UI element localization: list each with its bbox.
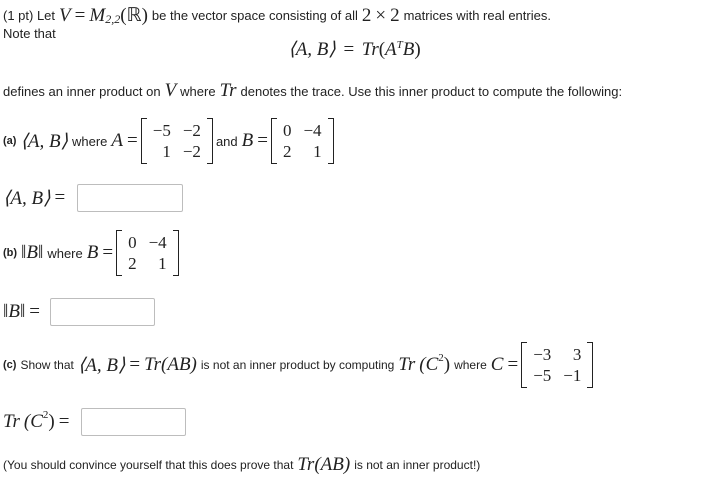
definition-formula [0,38,709,61]
matrix-cell: 1 [158,254,167,273]
where-text: where [454,358,487,372]
intro-suffix: be the vector space consisting of all [151,8,358,23]
norm-expr: ‖B‖ [21,242,44,263]
answer-input-a[interactable] [77,184,183,212]
paren-close: ) [48,411,55,432]
answer-lhs: ⟨A, B⟩ [3,187,51,209]
M-subscript: 2,2 [105,12,121,26]
matrix-cell: −2 [182,121,201,140]
var-B: B [402,39,415,60]
equals-sign: = [102,242,114,263]
equals-sign: = [127,130,138,151]
equals-sign: = [343,39,355,60]
paren-open: ( [120,4,127,26]
and-text: and [215,133,238,149]
answer-input-b[interactable] [50,298,155,326]
c-superscript: 2 [438,352,444,364]
ab-expr: (AB) [161,354,197,375]
part-a-question [3,118,337,164]
part-b-question [3,230,182,276]
matrix-cell: −4 [148,233,167,252]
footer-text2: is not an inner product!) [354,458,481,472]
paren-close: ) [141,4,148,26]
where-text: where [47,245,83,261]
computing-text: is not an inner product by computing [200,358,395,372]
matrix-B [271,118,334,164]
times-sign: × [375,4,387,26]
matrix-cell: 0 [128,233,137,252]
var-A: A [385,39,397,60]
footer-text1: (You should convince yourself that this does prove that [3,458,294,472]
trace-symbol: Tr [361,39,379,60]
part-a-label: (a) [3,135,17,147]
var-V: V [164,80,177,101]
matrix-cell: 0 [282,121,292,140]
c-open: (C [23,411,43,432]
inner-product-lhs: ⟨A, B⟩ [288,39,336,60]
transpose-superscript: T [396,39,403,51]
trace-symbol: Tr [3,411,20,432]
equals-sign: = [29,301,40,322]
equals-sign: = [54,187,66,208]
part-b-label: (b) [3,247,18,259]
matrix-cell: 2 [128,254,137,273]
inner-product-expr: ⟨A, B⟩ [20,130,68,152]
paren-close: ) [443,354,451,375]
intro-prefix: (1 pt) Let [3,8,56,23]
dim-a: 2 [361,4,372,26]
intro-suffix2: matrices with real entries. [403,8,551,23]
matrix-cell: 2 [282,142,292,161]
intro-line [3,4,551,27]
paren-close: ) [414,39,421,60]
var-M: M [89,4,106,26]
trace-symbol: Tr [398,354,416,375]
matrix-cell: −4 [303,121,322,140]
note-text: Note that [3,26,56,41]
matrix-cell: −5 [533,366,552,385]
footer-note [3,454,480,476]
defines-text2: where [180,83,216,99]
part-c-answer-row [3,408,186,436]
answer-lhs: ‖B‖ [3,301,26,322]
part-c-label: (c) [3,359,17,371]
matrix-cell: 1 [313,142,322,161]
c-open: (C [419,354,439,375]
equals-sign: = [257,130,268,151]
var-B: B [86,242,99,263]
ab-expr: (AB) [314,454,351,475]
matrix-C [521,342,593,388]
paren-open: ( [378,39,386,60]
show-that-text: Show that [20,358,74,372]
part-a-answer-row [3,184,183,212]
matrix-A [141,118,213,164]
equals-sign: = [129,354,141,375]
matrix-cell: −1 [563,366,582,385]
answer-input-c[interactable] [81,408,186,436]
matrix-cell: −2 [182,142,201,161]
part-b-answer-row [3,298,155,326]
equals-sign: = [507,354,519,375]
inner-product-expr: ⟨A, B⟩ [77,354,126,376]
matrix-cell: 1 [162,142,171,161]
equals-sign: = [58,411,70,432]
trace-symbol: Tr [144,354,162,375]
matrix-cell: −3 [533,345,552,364]
defines-line [3,80,622,102]
matrix-cell: 3 [572,345,582,364]
c-superscript: 2 [42,409,49,421]
matrix-B [116,230,179,276]
trace-symbol: Tr [219,80,237,101]
matrix-cell: −5 [152,121,171,140]
part-c-question [3,342,596,388]
where-text: where [72,133,108,149]
equals-sign: = [74,4,86,26]
defines-text3: denotes the trace. Use this inner product to compute the following: [240,83,623,99]
var-B: B [241,130,254,151]
reals-symbol: ℝ [126,5,142,26]
var-A: A [111,130,124,151]
var-V: V [59,4,71,26]
dim-b: 2 [390,4,400,26]
var-C: C [490,354,504,375]
trace-symbol: Tr [297,454,315,475]
defines-text1: defines an inner product on [3,83,161,99]
